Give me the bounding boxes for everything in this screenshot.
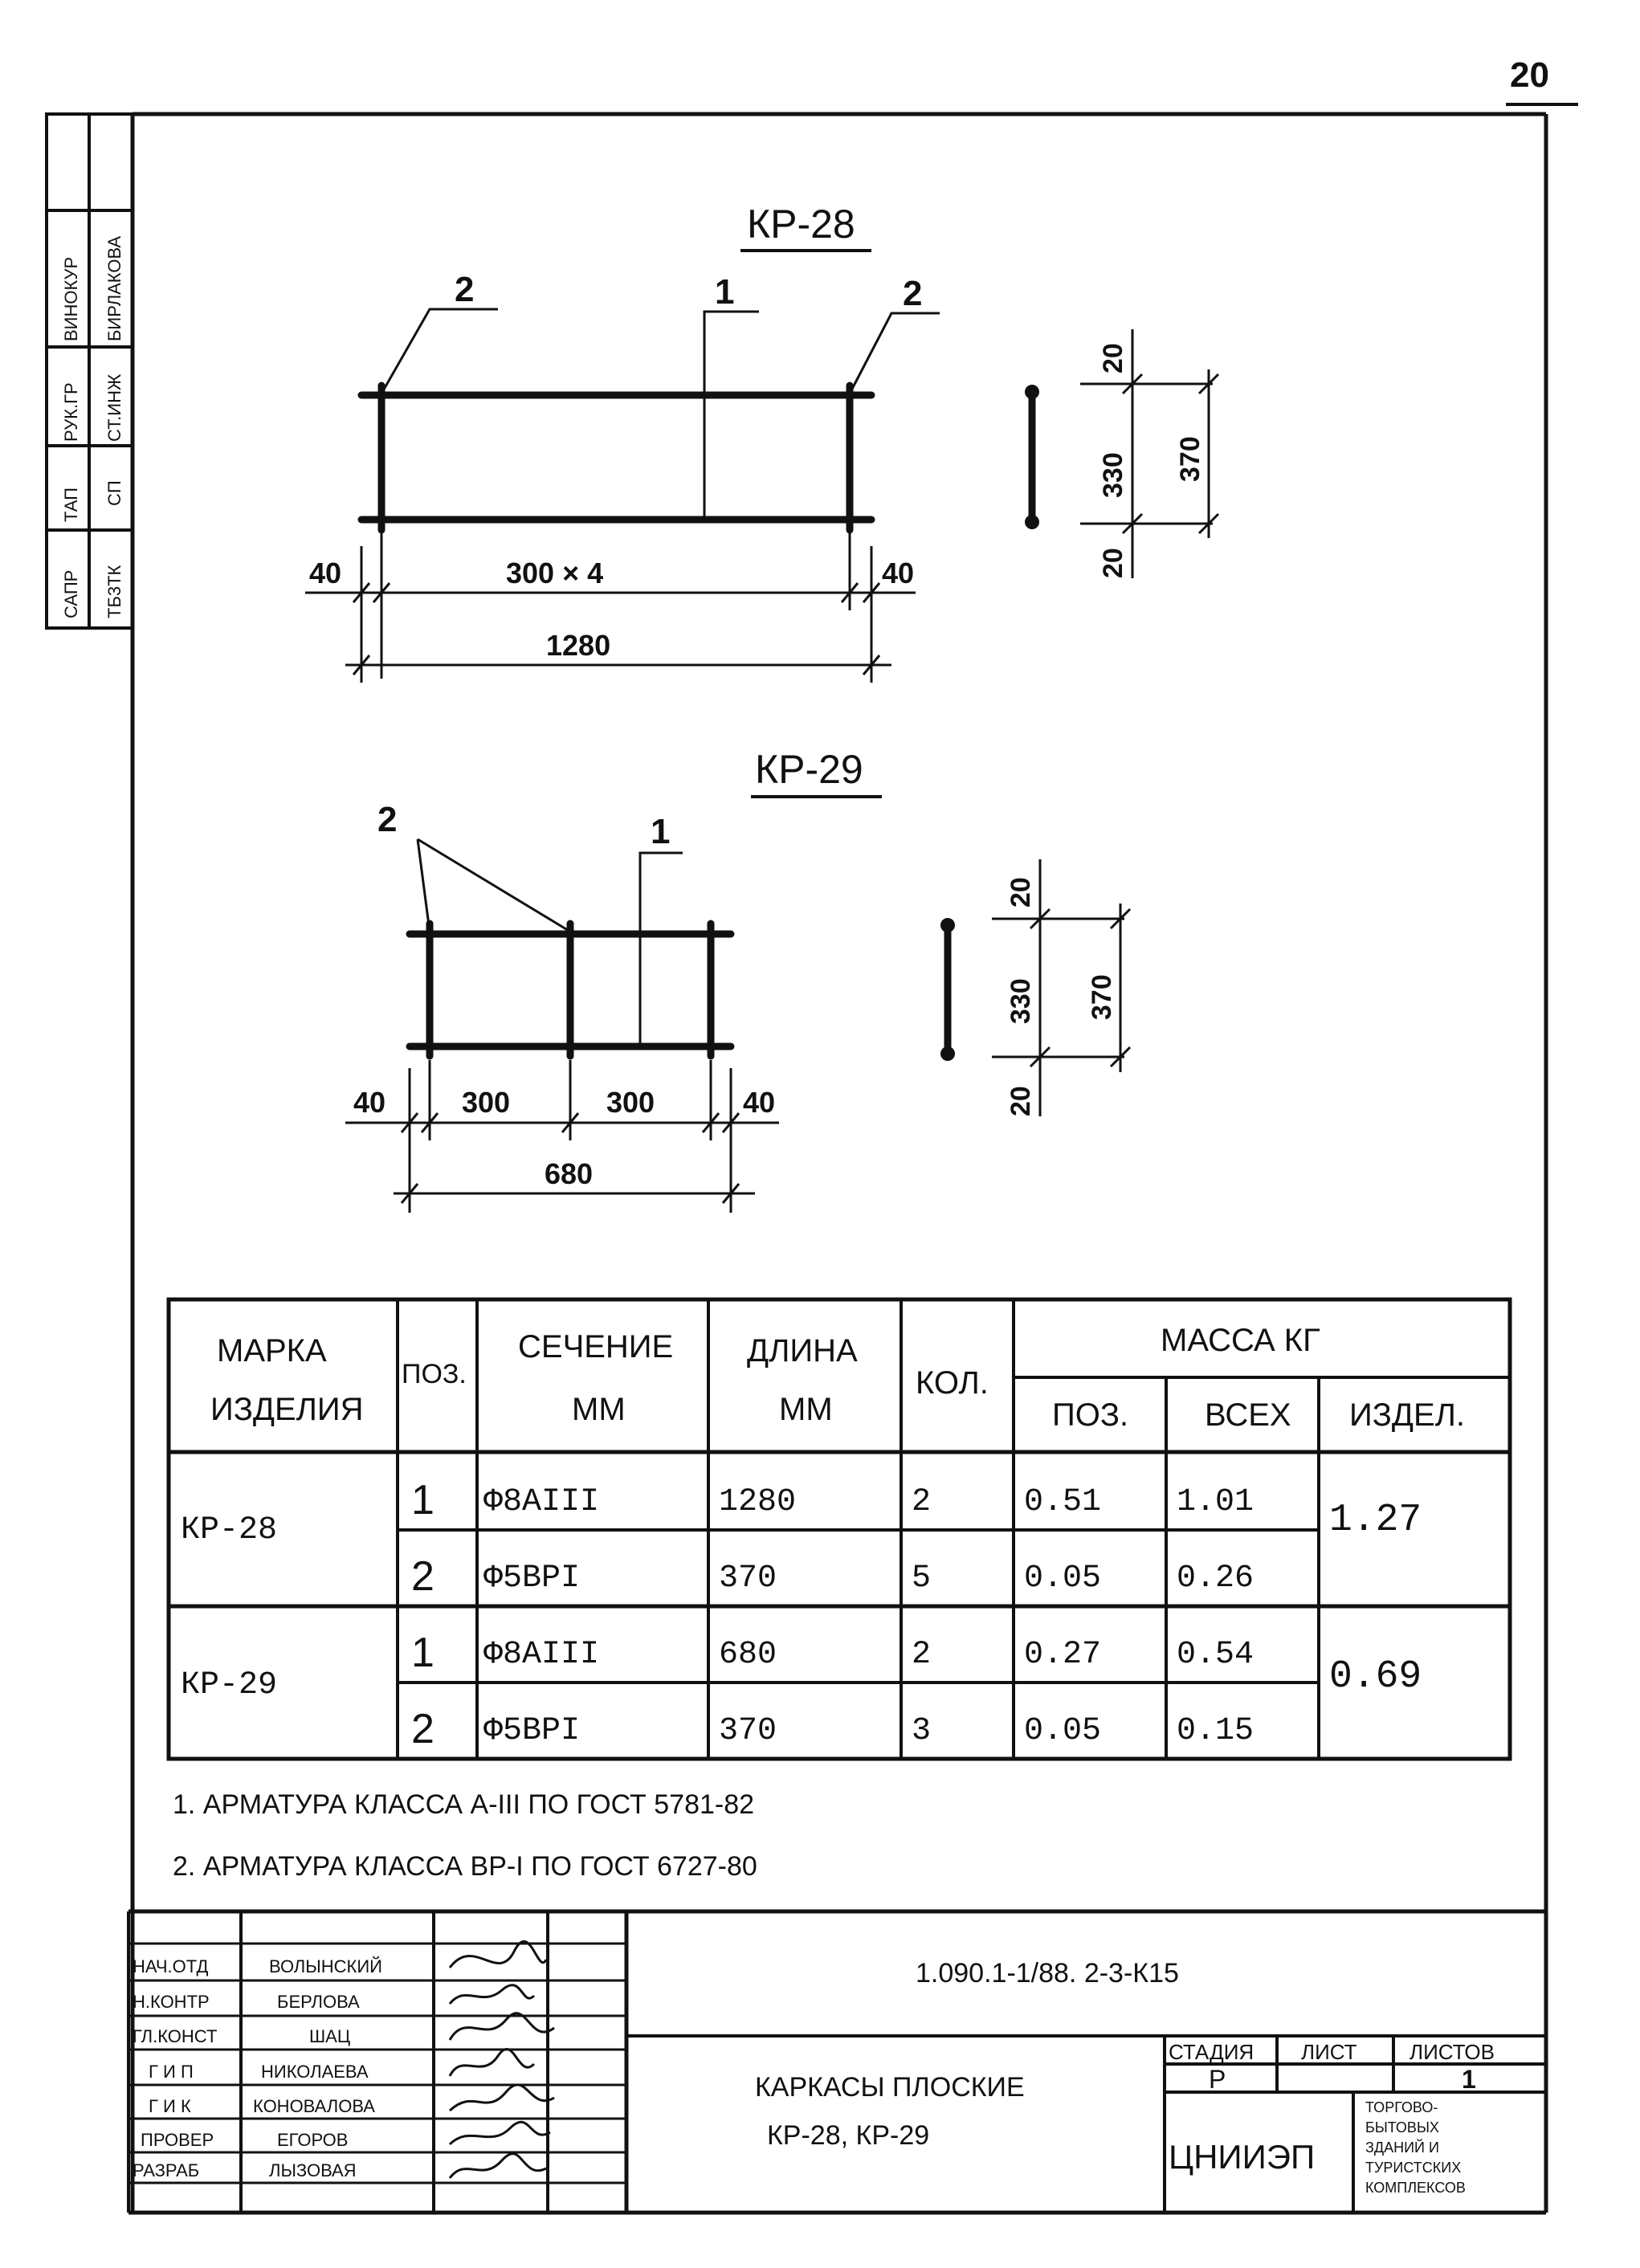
row-kr29-2-mall: 0.15	[1177, 1713, 1254, 1749]
th-mark-1: МАРКА	[217, 1333, 327, 1369]
row-kr29-item-mass: 0.69	[1329, 1655, 1422, 1699]
row-kr28-1-pos: 1	[411, 1477, 434, 1524]
row-kr29-1-section: Φ8AIII	[483, 1637, 600, 1673]
kr28-callout-mid: 1	[715, 272, 735, 312]
kr28-dim-left: 40	[309, 557, 342, 589]
row-kr29-mark: КР-29	[181, 1667, 278, 1703]
title-block	[129, 1911, 1546, 2213]
tb-name-0: ВОЛЫНСКИЙ	[269, 1956, 382, 1976]
row-kr28-2-qty: 5	[912, 1560, 932, 1597]
th-mass-item: ИЗДЕЛ.	[1349, 1397, 1466, 1433]
th-qty: КОЛ.	[916, 1365, 989, 1401]
kr29-sec-bottom: 20	[1006, 1086, 1036, 1116]
tb-org: ЦНИИЭП	[1169, 2138, 1316, 2176]
tb-stage: Р	[1209, 2065, 1226, 2094]
row-kr28-mark: КР-28	[181, 1512, 278, 1548]
kr29-callout-mid: 1	[651, 812, 671, 851]
kr28-callout-left: 2	[455, 270, 475, 309]
kr28-callout-right: 2	[903, 274, 923, 313]
th-section-1: СЕЧЕНИЕ	[518, 1329, 674, 1364]
row-kr29-1-length: 680	[719, 1637, 777, 1673]
th-length-2: ММ	[779, 1392, 833, 1427]
kr29-dim-left: 40	[353, 1086, 386, 1119]
th-pos: ПОЗ.	[402, 1359, 467, 1389]
tb-role-6: РАЗРАБ	[133, 2160, 200, 2180]
row-kr28-1-mpos: 0.51	[1024, 1484, 1102, 1520]
tb-role-0: НАЧ.ОТД	[133, 1956, 209, 1976]
row-kr28-1-length: 1280	[719, 1484, 797, 1520]
th-mass-pos: ПОЗ.	[1052, 1397, 1129, 1433]
note-2: 2. АРМАТУРА КЛАССА ВР-I ПО ГОСТ 6727-80	[173, 1851, 757, 1882]
tb-role-2: ГЛ.КОНСТ	[133, 2026, 218, 2046]
kr28-dim-mid: 300 × 4	[506, 557, 604, 589]
row-kr28-2-section: Φ5BPI	[483, 1560, 581, 1597]
tb-sheets: 1	[1462, 2065, 1476, 2094]
th-mass-all: ВСЕХ	[1205, 1397, 1291, 1433]
row-kr28-1-mall: 1.01	[1177, 1484, 1254, 1520]
kr28-sec-total: 370	[1175, 436, 1206, 482]
row-kr28-2-length: 370	[719, 1560, 777, 1597]
kr28-title: КР-28	[747, 202, 855, 247]
row-kr28-2-mall: 0.26	[1177, 1560, 1254, 1597]
stamp-birlakova: БИРЛАКОВА	[104, 235, 124, 341]
th-mark-2: ИЗДЕЛИЯ	[210, 1392, 364, 1427]
kr29-sec-top: 20	[1006, 877, 1036, 908]
tb-role-4: Г И К	[149, 2096, 191, 2116]
row-kr29-2-pos: 2	[411, 1706, 434, 1752]
tb-sheet-label: ЛИСТ	[1301, 2040, 1357, 2064]
tb-org-desc-3: ТУРИСТСКИХ	[1365, 2160, 1462, 2176]
page-number: 20	[1510, 55, 1549, 95]
stamp-tb3tk: ТБ3ТК	[104, 565, 124, 618]
kr29-drawing	[345, 747, 1130, 1213]
tb-title-1: КАРКАСЫ ПЛОСКИЕ	[755, 2072, 1025, 2103]
stamp-sp: СП	[104, 480, 124, 506]
stamp-sapr: САПР	[61, 569, 81, 618]
tb-code: 1.090.1-1/88. 2-3-К15	[916, 1958, 1179, 1989]
kr28-sec-bottom: 20	[1098, 548, 1128, 578]
tb-name-3: НИКОЛАЕВА	[261, 2062, 369, 2082]
kr29-dim-right: 40	[743, 1086, 776, 1119]
kr29-callout-left: 2	[377, 800, 398, 839]
kr28-sec-mid: 330	[1098, 452, 1128, 498]
row-kr29-2-qty: 3	[912, 1713, 932, 1749]
note-1: 1. АРМАТУРА КЛАССА А-III ПО ГОСТ 5781-82	[173, 1789, 755, 1820]
row-kr28-item-mass: 1.27	[1329, 1499, 1422, 1542]
kr29-sec-mid: 330	[1006, 978, 1036, 1024]
tb-name-6: ЛЫЗОВАЯ	[269, 2160, 357, 2180]
tb-role-1: Н.КОНТР	[133, 1992, 210, 2012]
row-kr29-1-qty: 2	[912, 1637, 932, 1673]
spec-table	[169, 1299, 1510, 1759]
stamp-stinzh: СТ.ИНЖ	[104, 373, 124, 442]
tb-sheets-label: ЛИСТОВ	[1410, 2040, 1495, 2064]
tb-role-3: Г И П	[149, 2062, 194, 2082]
row-kr29-2-length: 370	[719, 1713, 777, 1749]
tb-name-4: КОНОВАЛОВА	[253, 2096, 375, 2116]
th-mass: МАССА КГ	[1161, 1323, 1320, 1358]
sheet-frame	[129, 114, 1546, 2213]
tb-org-desc-1: БЫТОВЫХ	[1365, 2119, 1439, 2135]
kr28-sec-top: 20	[1098, 343, 1128, 373]
row-kr29-2-section: Φ5BPI	[483, 1713, 581, 1749]
kr29-dim-total: 680	[545, 1157, 594, 1190]
row-kr28-2-pos: 2	[411, 1553, 434, 1600]
row-kr29-1-mall: 0.54	[1177, 1637, 1254, 1673]
row-kr28-1-qty: 2	[912, 1484, 932, 1520]
kr28-dim-right: 40	[882, 557, 915, 589]
row-kr28-1-section: Φ8AIII	[483, 1484, 600, 1520]
kr29-sec-total: 370	[1087, 974, 1117, 1020]
tb-role-5: ПРОВЕР	[141, 2130, 214, 2150]
kr29-dim-b: 300	[606, 1086, 655, 1119]
left-stamp	[47, 114, 133, 628]
kr28-drawing	[305, 202, 1218, 683]
tb-name-1: БЕРЛОВА	[277, 1992, 360, 2012]
kr28-dim-total: 1280	[546, 629, 611, 662]
signatures	[450, 1941, 554, 2178]
kr29-dim-a: 300	[462, 1086, 511, 1119]
tb-stage-label: СТАДИЯ	[1169, 2040, 1254, 2064]
tb-name-2: ШАЦ	[309, 2026, 351, 2046]
tb-title-2: КР-28, КР-29	[767, 2120, 930, 2151]
kr29-title: КР-29	[755, 747, 863, 792]
row-kr28-2-mpos: 0.05	[1024, 1560, 1102, 1597]
row-kr29-1-pos: 1	[411, 1630, 434, 1676]
row-kr29-2-mpos: 0.05	[1024, 1713, 1102, 1749]
stamp-tap: ТАП	[61, 487, 81, 522]
tb-org-desc-2: ЗДАНИЙ И	[1365, 2140, 1439, 2156]
tb-org-desc-0: ТОРГОВО-	[1365, 2099, 1438, 2115]
stamp-winokur: ВИНОКУР	[61, 256, 81, 341]
row-kr29-1-mpos: 0.27	[1024, 1637, 1102, 1673]
stamp-rukgr: РУК.ГР	[61, 382, 81, 442]
th-section-2: ММ	[572, 1392, 626, 1427]
tb-name-5: ЕГОРОВ	[277, 2130, 349, 2150]
tb-org-desc-4: КОМПЛЕКСОВ	[1365, 2180, 1466, 2196]
th-length-1: ДЛИНА	[747, 1333, 858, 1369]
